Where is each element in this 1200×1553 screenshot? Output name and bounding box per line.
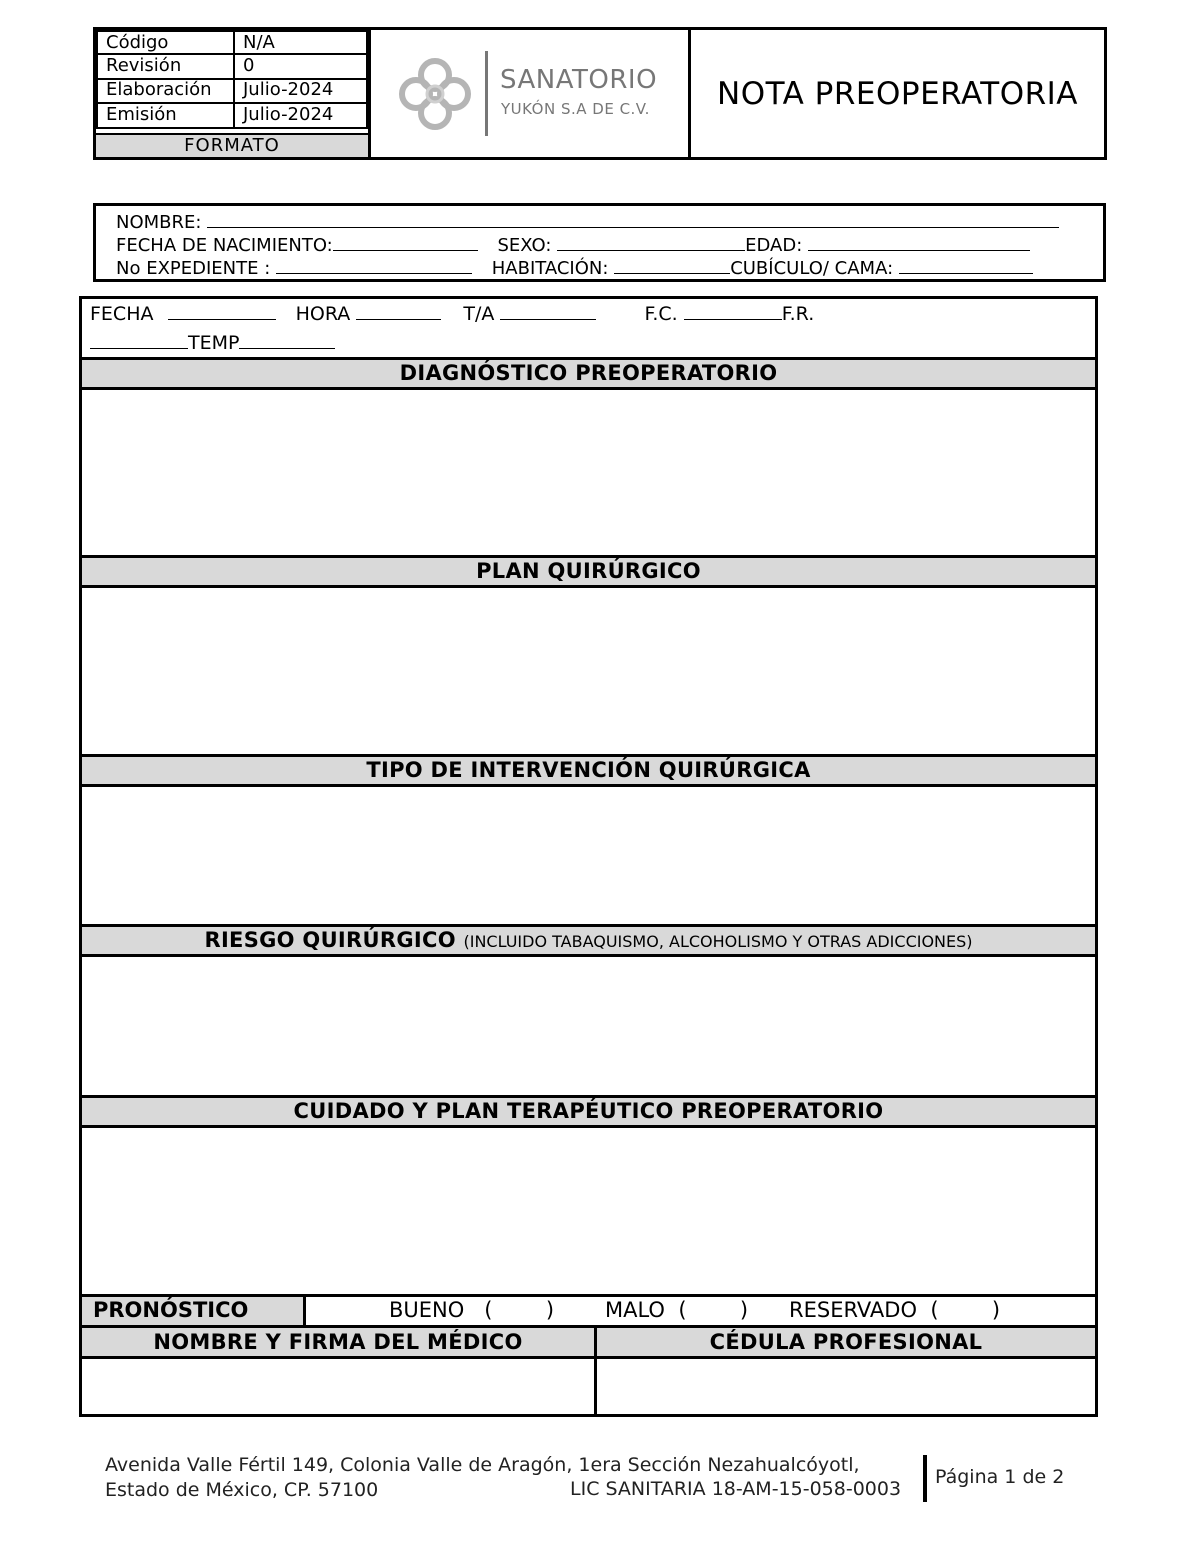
knot-logo-icon: [390, 45, 680, 145]
meta-label: Código: [98, 32, 235, 53]
section-header-plan: PLAN QUIRÚRGICO: [82, 558, 1095, 585]
meta-row-codigo: [96, 30, 368, 55]
meta-row-elaboracion: [96, 79, 368, 104]
habitacion-field[interactable]: [614, 257, 730, 274]
pronostico-reservado-option[interactable]: RESERVADO ( ): [789, 1298, 1001, 1322]
address-line-2: Estado de México, CP. 57100: [105, 1479, 379, 1501]
cubiculo-label: CUBÍCULO/ CAMA:: [730, 258, 894, 279]
nombre-label: NOMBRE:: [116, 212, 202, 233]
diagnostico-field[interactable]: [82, 390, 1095, 555]
fecha-label: FECHA: [90, 303, 154, 325]
patient-name-line: [116, 211, 1059, 233]
section-header-cuidado: CUIDADO Y PLAN TERAPÉUTICO PREOPERATORIO: [82, 1098, 1095, 1125]
plan-field[interactable]: [82, 588, 1095, 753]
meta-value: Julio-2024: [243, 104, 334, 125]
meta-value: N/A: [243, 32, 275, 53]
formato-label: FORMATO: [96, 133, 368, 157]
footer-license: LIC SANITARIA 18-AM-15-058-0003: [570, 1478, 902, 1500]
patient-info-box: [93, 203, 1106, 282]
fc-field[interactable]: [684, 303, 782, 320]
temp-field[interactable]: [239, 332, 335, 349]
meta-value: Julio-2024: [243, 79, 334, 100]
hora-field[interactable]: [356, 303, 441, 320]
cedula-header: CÉDULA PROFESIONAL: [597, 1328, 1095, 1356]
meta-label: Revisión: [98, 55, 235, 78]
patient-room-line: [116, 257, 1033, 279]
ta-label: T/A: [463, 303, 495, 325]
riesgo-field[interactable]: [82, 957, 1095, 1094]
temp-label: TEMP: [188, 332, 240, 354]
ta-field[interactable]: [500, 303, 596, 320]
logo-subtitle: YUKÓN S.A DE C.V.: [501, 100, 650, 118]
patient-birth-line: [116, 234, 1030, 256]
fr-field[interactable]: [90, 332, 188, 349]
logo-name: SANATORIO: [500, 65, 658, 95]
sexo-label: SEXO:: [497, 235, 552, 256]
habitacion-label: HABITACIÓN:: [491, 258, 609, 279]
nombre-field[interactable]: [207, 211, 1059, 228]
tipo-field[interactable]: [82, 787, 1095, 923]
divider: [368, 27, 371, 160]
riesgo-note: (INCLUIDO TABAQUISMO, ALCOHOLISMO Y OTRAS ADICCIONES): [463, 932, 973, 951]
edad-label: EDAD:: [745, 235, 803, 256]
cubiculo-field[interactable]: [899, 257, 1033, 274]
vital-signs: [90, 300, 814, 358]
page-title: NOTA PREOPERATORIA: [717, 75, 1078, 112]
meta-row-revision: [96, 55, 368, 80]
cedula-field[interactable]: [597, 1359, 1095, 1414]
fc-label: F.C.: [644, 303, 678, 325]
fecha-field[interactable]: [168, 303, 276, 320]
cuidado-field[interactable]: [82, 1128, 1095, 1294]
address-line-1: Avenida Valle Fértil 149, Colonia Valle de Aragón, 1era Sección Nezahualcóyotl,: [105, 1454, 860, 1476]
meta-value: 0: [243, 55, 255, 76]
sanatorio-logo: [390, 45, 680, 145]
fr-label: F.R.: [781, 303, 815, 325]
divider: [303, 1297, 306, 1325]
sexo-field[interactable]: [557, 234, 745, 251]
expediente-label: No EXPEDIENTE :: [116, 258, 271, 279]
fecha-nacimiento-field[interactable]: [333, 234, 478, 251]
divider: [923, 1455, 927, 1502]
pronostico-bueno-option[interactable]: BUENO ( ): [389, 1298, 555, 1322]
pronostico-label: PRONÓSTICO: [93, 1298, 249, 1322]
medico-header: NOMBRE Y FIRMA DEL MÉDICO: [82, 1328, 594, 1356]
edad-field[interactable]: [808, 234, 1030, 251]
fecha-nacimiento-label: FECHA DE NACIMIENTO:: [116, 235, 333, 256]
section-header-diagnostico: DIAGNÓSTICO PREOPERATORIO: [82, 360, 1095, 387]
meta-label: Emisión: [98, 104, 235, 127]
meta-row-emision: [96, 104, 368, 129]
page-number: Página 1 de 2: [935, 1466, 1065, 1488]
section-header-riesgo: [82, 927, 1095, 954]
expediente-field[interactable]: [276, 257, 472, 274]
riesgo-title: RIESGO QUIRÚRGICO: [204, 928, 456, 952]
medico-signature-field[interactable]: [82, 1359, 594, 1414]
hora-label: HORA: [295, 303, 351, 325]
section-header-tipo: TIPO DE INTERVENCIÓN QUIRÚRGICA: [82, 757, 1095, 784]
meta-label: Elaboración: [98, 79, 235, 102]
pronostico-malo-option[interactable]: MALO ( ): [605, 1298, 749, 1322]
